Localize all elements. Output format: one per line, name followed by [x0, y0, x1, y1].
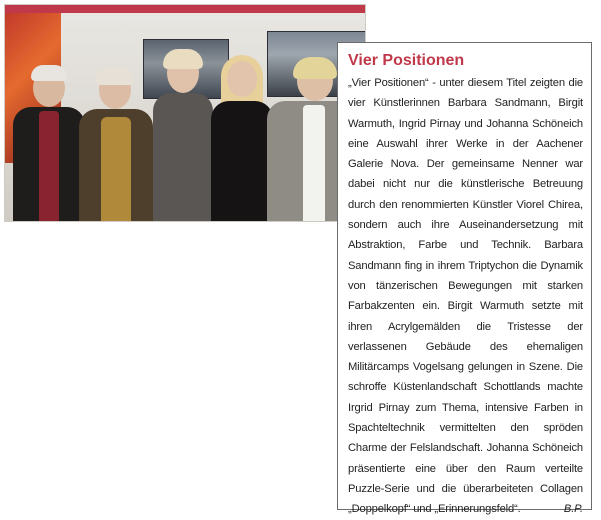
person-3 [153, 53, 213, 221]
article-box [337, 42, 592, 516]
photo-red-stripe [5, 5, 365, 13]
person-2 [79, 71, 153, 221]
person-1 [13, 69, 85, 221]
group-photo [4, 4, 366, 222]
article-headline: Vier Positionen [348, 52, 465, 69]
article-text: „Vier Positionen“ - unter diesem Titel zeigten die vier Künstlerinnen Barbara Sandmann, Birgit Warmuth, Ingrid Pirnay und Johanna Schöneich eine Auswahl ihrer Werke in der Aachener Galerie Nova. Der gemeinsame Nenner war dabei nicht nur die künstlerische Betreuung durch den renommierten Künstler Viorel Chirea, sondern auch ihre Auseinandersetzung mit Abstraktion, Farbe und Technik. Barbara Sandmann fing in ihrem Triptychon die Dynamik von tänzerischen Bewegungen mit starken Farbakzenten ein. Birgit Warmuth setzte mit ihren Acrylgemälden die Tristesse der verlassenen Gebäude des ehemaligen Militärcamps Vogelsang gelungen in Szene. Die schroffe Küstenlandschaft Schottlands machte Irgrid Pirnay zum Thema, intensive Farben in Spachteltechnik vermittelten den spröden Charme der Felslandschaft. Johanna Schöneich präsentierte eine über den Raum verteilte Puzzle-Serie und die überarbeiteten Collagen „Doppelkopf“ und „Erinnerungsfeld“. [348, 77, 583, 516]
author-initials: B.P. [563, 503, 583, 516]
article-body [348, 73, 583, 520]
person-4 [211, 57, 273, 221]
